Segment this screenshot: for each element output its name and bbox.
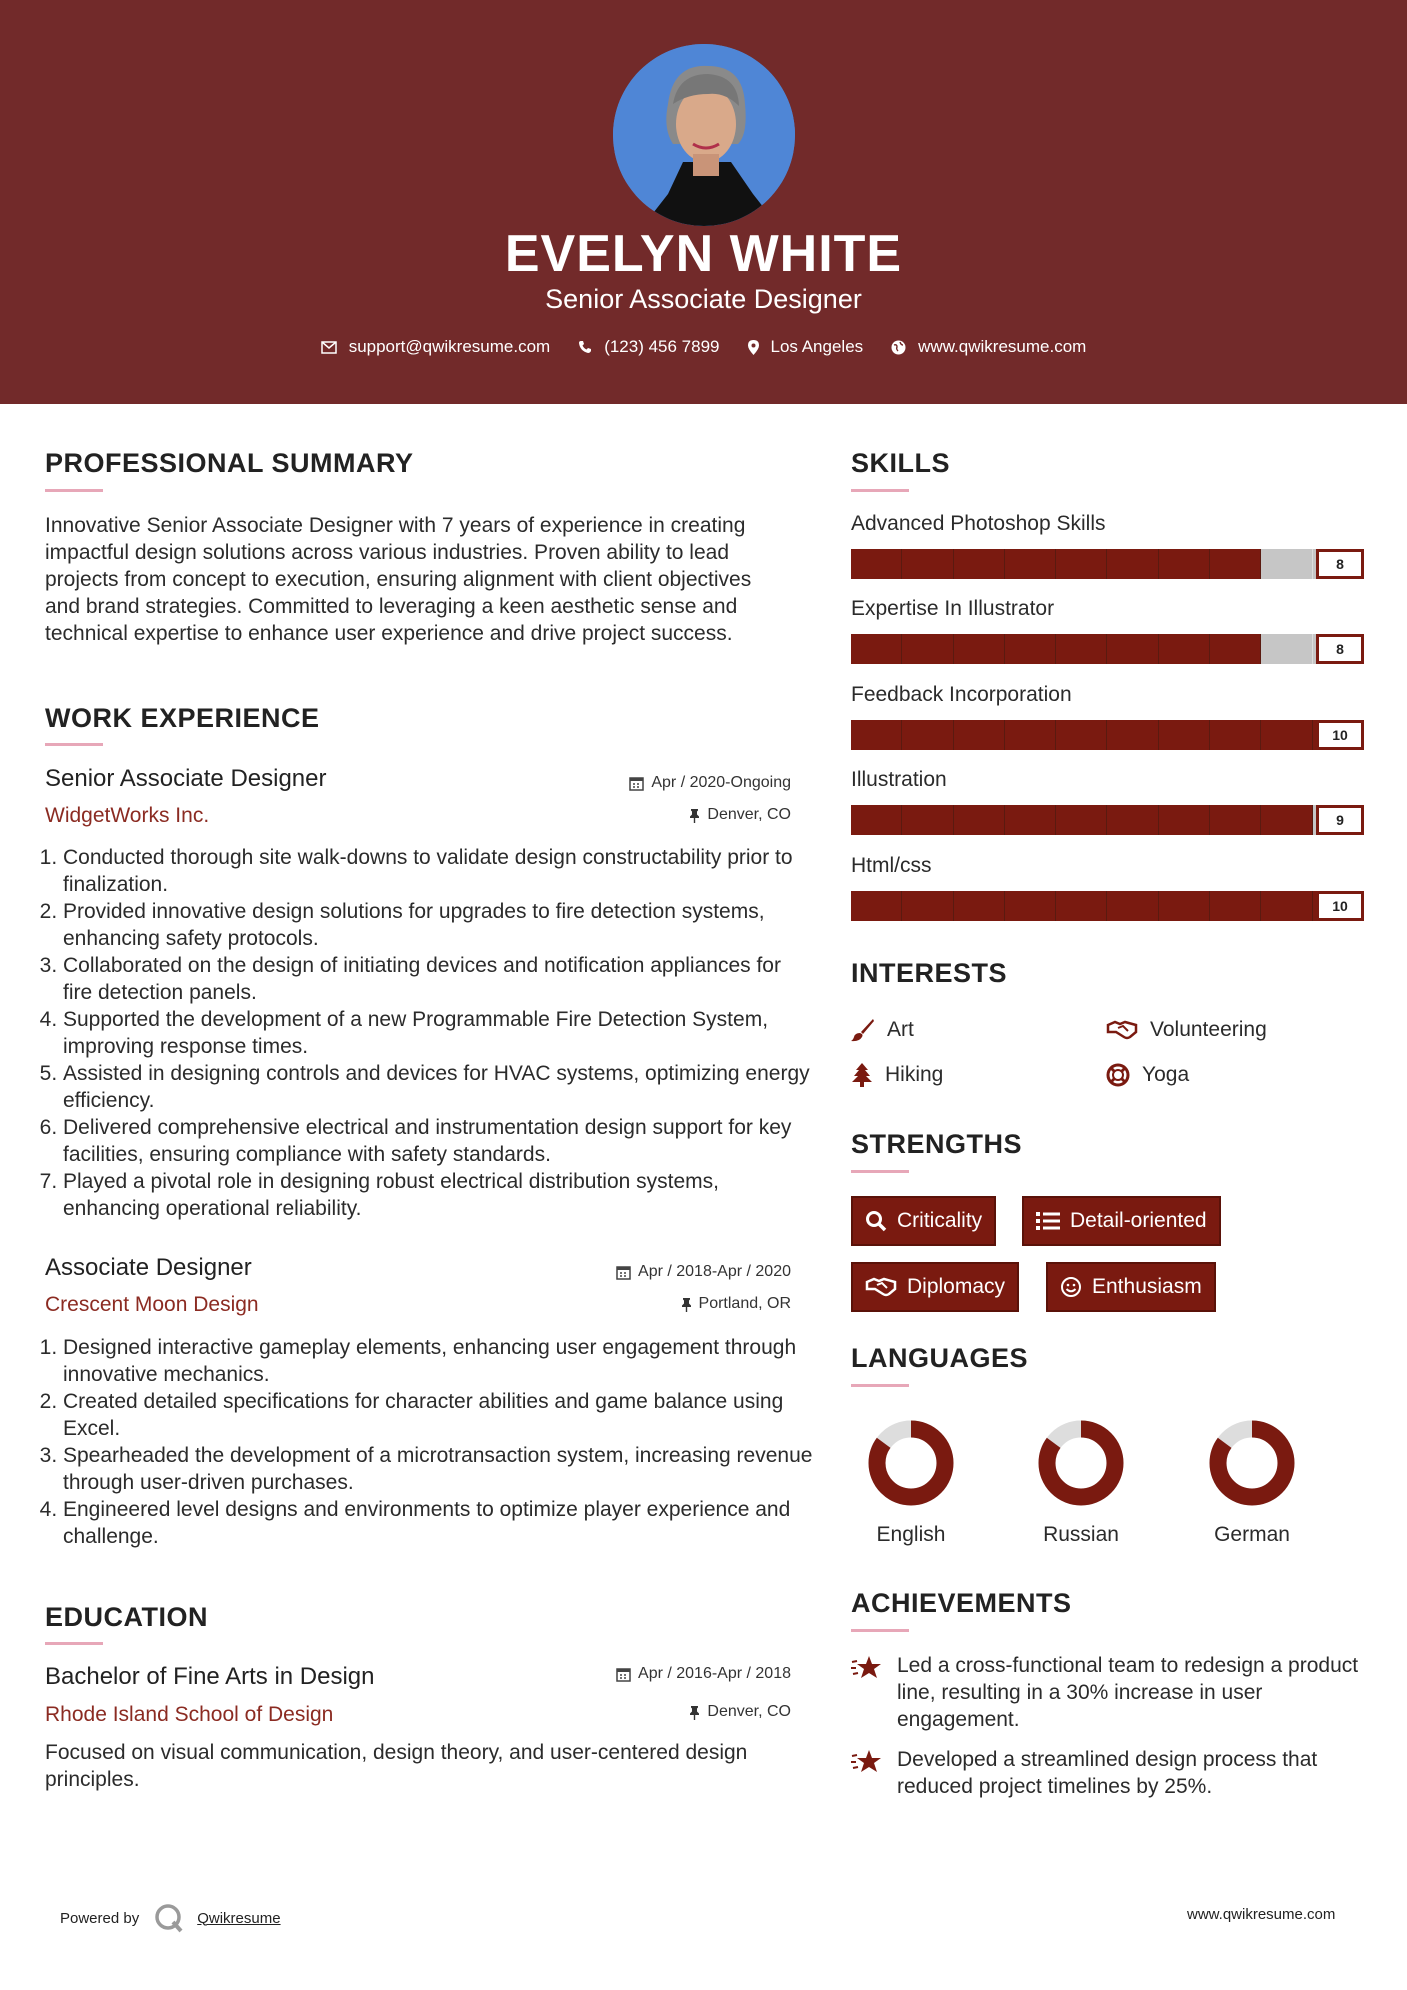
contact-location-text: Los Angeles [770,337,864,356]
job-dates-text: Apr / 2020-Ongoing [651,774,791,791]
job-location [689,806,791,824]
strength-label: Detail-oriented [1070,1209,1207,1232]
education-dates-text: Apr / 2016-Apr / 2018 [638,1665,791,1682]
education-degree: Bachelor of Fine Arts in Design [45,1663,375,1690]
skill-bar-segment [1210,634,1261,664]
interest-yoga [1106,1063,1189,1087]
qwikresume-link[interactable]: Qwikresume [197,1909,281,1927]
skill-bar-segment [1159,805,1210,835]
strength-label: Criticality [897,1209,983,1232]
education-heading: EDUCATION [45,1602,208,1632]
languages-rule [851,1384,909,1387]
skill-label: Illustration [851,768,947,791]
list-item: 1. Designed interactive gameplay elements, enhancing user engagement through innovative mechanics. [63,1334,813,1388]
skill-bar-segment [1159,549,1210,579]
skill-bar [851,549,1364,579]
job-title: Senior Associate Designer [45,765,327,792]
star-achievement-icon [851,1748,883,1776]
achievement-text: Developed a streamlined design process that reduced project timelines by 25%. [897,1748,1318,1798]
list-item: 3. Spearheaded the development of a microtransaction system, increasing revenue through user-driven purchases. [63,1442,813,1496]
qwikresume-logo-icon [153,1903,185,1933]
powered-by-text: Powered by [60,1909,140,1927]
language-item [1197,1418,1307,1547]
pushpin-icon [689,1705,700,1720]
strength-tag [1022,1196,1221,1246]
job-location-text: Portland, OR [698,1295,791,1312]
skill-bar-segment [1261,720,1312,750]
skill-bar-segment [851,891,902,921]
skill-bar-segment [954,634,1005,664]
skill-score: 10 [1316,891,1364,921]
interest-label: Yoga [1142,1063,1190,1086]
candidate-name: EVELYN WHITE [504,225,903,283]
language-label: German [1214,1523,1290,1546]
language-label: Russian [1043,1523,1119,1546]
skill-bar-segment [1056,549,1107,579]
skill-bar-segment [1056,720,1107,750]
education-location [689,1703,791,1721]
interest-label: Volunteering [1150,1018,1267,1041]
language-item [1026,1418,1136,1547]
job-title: Associate Designer [45,1254,252,1281]
skill-bar-segment [851,720,902,750]
skill-bar [851,805,1364,835]
education-dates [616,1665,791,1683]
achievement-item [851,1746,1361,1800]
contact-website-text: www.qwikresume.com [918,337,1087,356]
skill-bar-segment [1107,720,1158,750]
interest-hiking [851,1063,943,1087]
paintbrush-icon [851,1018,875,1042]
skill-bar-segment [851,634,902,664]
list-item: 3. Collaborated on the design of initiating devices and notification appliances for fire detection panels. [63,952,813,1006]
job-location [681,1295,791,1313]
education-location-text: Denver, CO [707,1703,791,1720]
list-item: 5. Assisted in designing controls and devices for HVAC systems, optimizing energy efficiency. [63,1060,813,1114]
list-item: 2. Provided innovative design solutions for upgrades to fire detection systems, enhancing safety protocols. [63,898,813,952]
skill-bar-segment [902,891,953,921]
person-photo-icon [613,44,795,226]
map-marker-icon [748,340,759,355]
contact-website[interactable] [891,337,1086,357]
interest-label: Art [887,1018,914,1041]
skill-bar-segment [954,720,1005,750]
skill-bar-segment [1261,634,1312,664]
tree-icon [851,1063,873,1087]
interest-volunteering [1106,1018,1267,1042]
language-label: English [876,1523,946,1546]
skill-label: Html/css [851,854,932,877]
job-company: WidgetWorks Inc. [45,804,210,827]
lifering-icon [1106,1063,1130,1087]
contact-location [748,337,864,357]
handshake-icon [1106,1019,1138,1041]
envelope-icon [321,341,337,354]
skill-bar-segment [1261,891,1312,921]
skill-score: 10 [1316,720,1364,750]
contact-email[interactable] [321,337,551,357]
language-donut [866,1418,956,1508]
skill-bar-segment [1261,549,1312,579]
skill-bar-segment [954,805,1005,835]
skill-bar-segment [1107,891,1158,921]
candidate-role: Senior Associate Designer [545,284,862,314]
skill-bar [851,720,1364,750]
language-item [856,1418,966,1547]
phone-icon [578,340,592,354]
strengths-heading: STRENGTHS [851,1129,1023,1159]
star-achievement-icon [851,1654,883,1682]
job-location-text: Denver, CO [707,806,791,823]
list-item: 2. Created detailed specifications for character abilities and game balance using Excel. [63,1388,813,1442]
skill-bar-segment [1159,891,1210,921]
interests-heading: INTERESTS [851,958,1008,988]
skill-bar-segment [902,634,953,664]
resume-header [0,0,1407,404]
education-rule [45,1642,103,1645]
skill-bar-segment [1056,891,1107,921]
achievement-item [851,1652,1361,1733]
language-donut [1036,1418,1126,1508]
skill-score: 8 [1316,549,1364,579]
skill-bar-segment [1210,549,1261,579]
contact-email-text: support@qwikresume.com [348,337,551,356]
strength-label: Diplomacy [907,1275,1006,1298]
skill-bar-segment [902,549,953,579]
footer-powered [60,1903,281,1933]
education-text: Focused on visual communication, design theory, and user-centered design principles. [45,1741,748,1791]
skill-bar-segment [1159,720,1210,750]
list-item: 7. Played a pivotal role in designing robust electrical distribution systems, enhancing operational reliability. [63,1168,813,1222]
job-company: Crescent Moon Design [45,1293,259,1316]
skill-label: Expertise In Illustrator [851,597,1055,620]
skill-bar-segment [851,549,902,579]
list-item: 1. Conducted thorough site walk-downs to validate design constructability prior to finalization. [63,844,813,898]
summary-text: Innovative Senior Associate Designer with 7 years of experience in creating impactful design solutions across various industries. Proven ability to lead projects from concept to execution, ensuring alignment with client objectives and brand strategies. Committed to leveraging a keen aesthetic sense and technical expertise to enhance user experience and drive project success. [45,514,752,645]
skill-bar [851,634,1364,664]
skill-bar-segment [1005,805,1056,835]
skill-bar-segment [1210,720,1261,750]
skill-bar-segment [1005,634,1056,664]
calendar-icon [616,1667,631,1682]
skill-bar-segment [1107,549,1158,579]
contact-bar [0,337,1407,357]
contact-phone[interactable] [578,337,719,357]
calendar-icon [616,1265,631,1280]
smile-icon [1060,1276,1082,1298]
list-item: 4. Supported the development of a new Programmable Fire Detection System, improving response times. [63,1006,813,1060]
skill-bar-segment [1210,891,1261,921]
skill-bar-segment [954,891,1005,921]
skill-label: Advanced Photoshop Skills [851,512,1106,535]
skill-score: 9 [1316,805,1364,835]
skill-bar-segment [1210,805,1261,835]
footer-site[interactable]: www.qwikresume.com [1187,1906,1336,1923]
skill-bar-segment [1261,805,1312,835]
job-dates [616,1263,791,1281]
globe-icon [891,340,906,355]
strength-tag [851,1262,1019,1312]
achievements-rule [851,1629,909,1632]
achievements-heading: ACHIEVEMENTS [851,1588,1072,1618]
strength-tag [851,1196,996,1246]
skill-bar-segment [1005,720,1056,750]
summary-heading: PROFESSIONAL SUMMARY [45,448,414,478]
list-icon [1036,1211,1060,1231]
skill-bar-segment [1056,805,1107,835]
search-icon [865,1210,887,1232]
skill-bar-segment [902,805,953,835]
skill-bar-segment [1107,805,1158,835]
list-item: 4. Engineered level designs and environments to optimize player experience and challenge. [63,1496,813,1550]
language-donut [1207,1418,1297,1508]
contact-phone-text: (123) 456 7899 [604,337,720,356]
job-dates-text: Apr / 2018-Apr / 2020 [638,1263,791,1280]
skill-bar-segment [1159,634,1210,664]
skills-heading: SKILLS [851,448,951,478]
skill-score: 8 [1316,634,1364,664]
experience-heading: WORK EXPERIENCE [45,703,320,733]
summary-rule [45,489,103,492]
skills-rule [851,489,909,492]
job-bullets [43,1334,813,1550]
calendar-icon [629,776,644,791]
skill-bar [851,891,1364,921]
strength-label: Enthusiasm [1092,1275,1202,1298]
skill-bar-segment [1107,634,1158,664]
skill-label: Feedback Incorporation [851,683,1072,706]
strengths-rule [851,1170,909,1173]
languages-heading: LANGUAGES [851,1343,1029,1373]
pushpin-icon [689,808,700,823]
pushpin-icon [681,1297,692,1312]
skill-bar-segment [1005,549,1056,579]
list-item: 6. Delivered comprehensive electrical and instrumentation design support for key facilities, ensuring compliance with safety standards. [63,1114,813,1168]
skill-bar-segment [1056,634,1107,664]
avatar [613,44,795,226]
handshake-icon [865,1276,897,1298]
education-school: Rhode Island School of Design [45,1703,334,1726]
interest-label: Hiking [885,1063,944,1086]
interest-art [851,1018,914,1042]
experience-rule [45,743,103,746]
skill-bar-segment [902,720,953,750]
skill-bar-segment [1005,891,1056,921]
skill-bar-segment [851,805,902,835]
strength-tag [1046,1262,1216,1312]
job-bullets [43,844,813,1222]
job-dates [629,774,791,792]
skill-bar-segment [954,549,1005,579]
achievement-text: Led a cross-functional team to redesign a product line, resulting in a 30% increase in user engagement. [897,1654,1359,1731]
